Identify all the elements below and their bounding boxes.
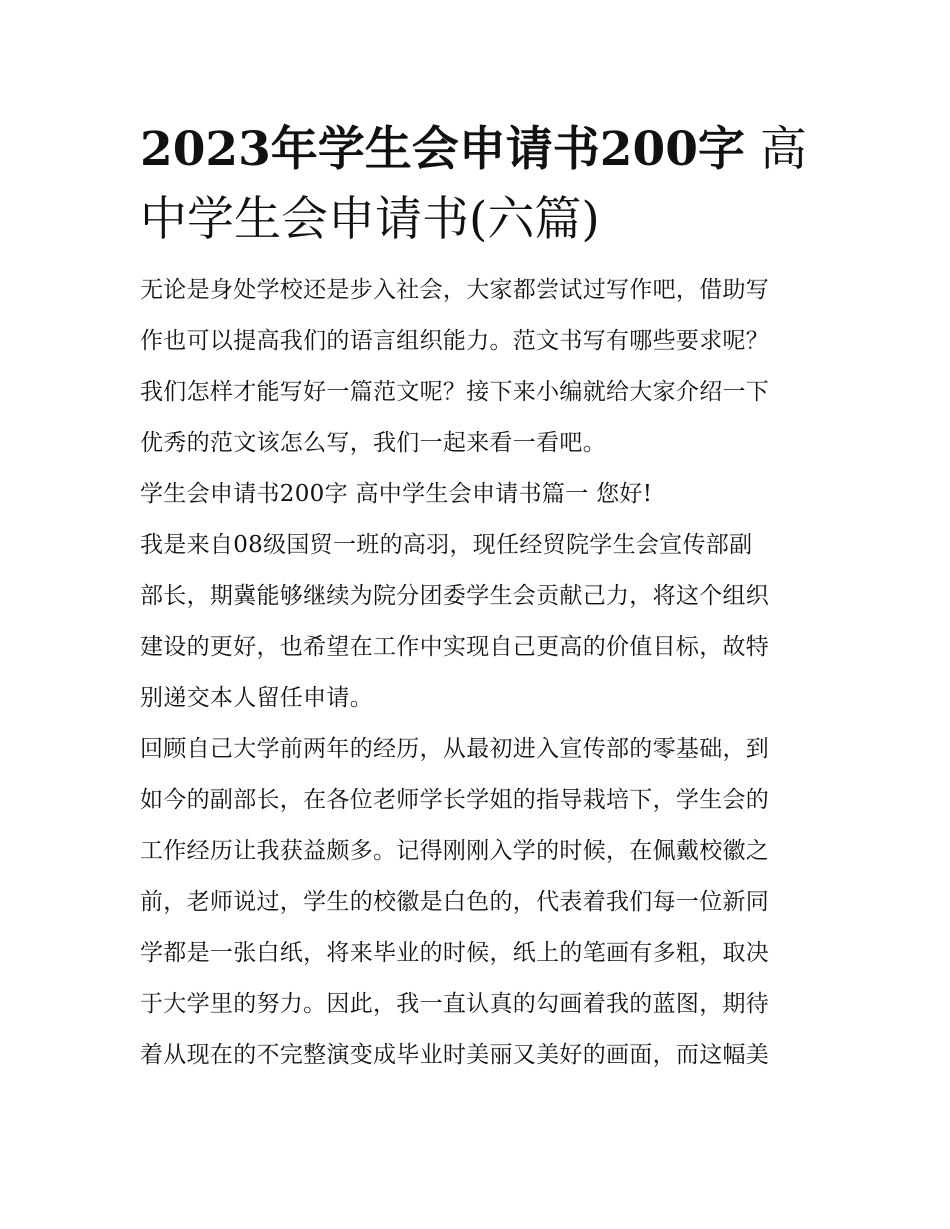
text-line: 工作经历让我获益颇多。记得刚刚入学的时候，在佩戴校徽之 [140, 838, 770, 864]
title-line-1 [140, 115, 812, 185]
text-line: 无论是身处学校还是步入社会，大家都尝试过写作吧，借助写 [140, 277, 770, 303]
paragraph-self-introduction [140, 520, 812, 724]
document-title [140, 115, 812, 255]
text-line: 如今的副部长，在各位老师学长学姐的指导栽培下，学生会的 [140, 787, 770, 813]
text-line: 我是来自08级国贸一班的高羽，现任经贸院学生会宣传部副 [140, 532, 753, 558]
title-line-2: 中学生会申请书(六篇) [140, 192, 600, 247]
title-line-1-bold: 2023年学生会申请书200字 [140, 122, 745, 177]
text-line: 我们怎样才能写好一篇范文呢？接下来小编就给大家介绍一下 [140, 379, 770, 405]
document-body [140, 265, 812, 1081]
text-line: 优秀的范文该怎么写，我们一起来看一看吧。 [140, 430, 606, 456]
text-line: 学都是一张白纸，将来毕业的时候，纸上的笔画有多粗，取决 [140, 940, 770, 966]
text-line: 学生会申请书200字 高中学生会申请书篇一 您好! [140, 481, 653, 507]
text-line: 着从现在的不完整演变成毕业时美丽又美好的画面，而这幅美 [140, 1042, 770, 1068]
text-line: 建设的更好，也希望在工作中实现自己更高的价值目标，故特 [140, 634, 770, 660]
text-line: 于大学里的努力。因此，我一直认真的勾画着我的蓝图，期待 [140, 991, 770, 1017]
paragraph-section-heading [140, 469, 812, 520]
text-line: 前，老师说过，学生的校徽是白色的，代表着我们每一位新同 [140, 889, 770, 915]
text-line: 作也可以提高我们的语言组织能力。范文书写有哪些要求呢？ [140, 328, 770, 354]
paragraph-intro [140, 265, 812, 469]
document-page [140, 115, 812, 1081]
text-line: 回顾自己大学前两年的经历，从最初进入宣传部的零基础，到 [140, 736, 770, 762]
paragraph-review [140, 724, 812, 1081]
text-line: 别递交本人留任申请。 [140, 685, 373, 711]
title-line-1-rest: 高 [744, 122, 807, 177]
text-line: 部长，期冀能够继续为院分团委学生会贡献己力，将这个组织 [140, 583, 770, 609]
